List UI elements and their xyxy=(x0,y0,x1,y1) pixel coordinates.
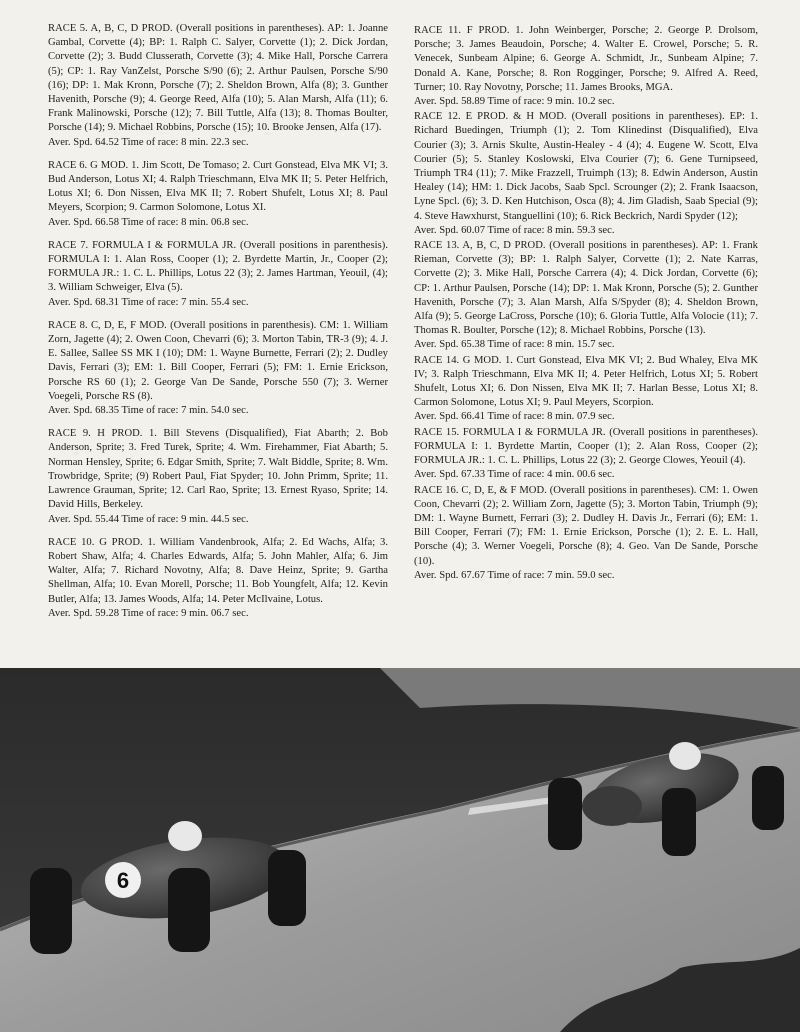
race-13 xyxy=(414,239,758,353)
race-10 xyxy=(48,536,388,621)
race-5 xyxy=(48,22,388,150)
race-average-speed: Aver. Spd. 60.07 Time of race: 8 min. 59.3 sec. xyxy=(414,224,615,236)
race-results: RACE 12. E PROD. & H MOD. (Overall positions in parentheses). EP: 1. Richard Buedingen, Triumph (1); 2. Tom Klinedinst (Disqualified), Elva Courier (3); 3. Arnis Skulte, Austin-Healey - 4 (4); 4. Eugene W. Scott, Elva Courier (5); 5. Stanley Koslowski, Elva Courier (7); 6. Gene Turnipseed, Triumph TR4 (11); 7. Mike Frazzell, Truimph (13); 8. Edwin Anderson, Austin Healey (14); HM: 1. Dick Jacobs, Saab Spcl. Scrounger (2); 2. Frank Isaacson, Lyne Spcl. (6); 3. D. Ken Hutchison, Osca (8); 4. Jim Gladish, Saab Special (9); 4. Steve Hawxhurst, Stanguellini (10); 6. Rick Beckrich, Nardi Spyder (12); xyxy=(414,111,758,222)
race-results: RACE 7. FORMULA I & FORMULA JR. (Overall positions in parenthesis). FORMULA I: 1. Alan Ross, Cooper (1); 2. Byrdette Martin, Jr., Cooper (2); FORMULA JR.: 1. C. L. Phillips, Lotus 22 (3); 2. James Hartman, Yeouil, (4); 3. William Schweiger, Elva (5). xyxy=(48,239,388,294)
race-results: RACE 14. G MOD. 1. Curt Gonstead, Elva MK VI; 2. Bud Whaley, Elva MK IV; 3. Ralph Trieschmann, Elva MK II; 4. Peter Helfrich, Lotus XI; 5. Robert Shufelt, Lotus XI; 6. Don Nissen, Elva MK II; 7. Harlan Besse, Lotus XI; 8. Carmon Solomone, Lotus XI; 9. Paul Meyers, Scorpion. xyxy=(414,354,758,409)
race-average-speed: Aver. Spd. 68.35 Time of race: 7 min. 54.0 sec. xyxy=(48,405,249,417)
race-average-speed: Aver. Spd. 65.38 Time of race: 8 min. 15.7 sec. xyxy=(414,339,615,351)
race-results: RACE 10. G PROD. 1. William Vandenbrook, Alfa; 2. Ed Wachs, Alfa; 3. Robert Shaw, Alfa; 4. Charles Edwards, Alfa; 5. John Mahler, Alfa; 6. Jim Walter, Alfa; 7. Richard Novotny, Alfa; 8. Dave Heinz, Sprite; 9. Gartha Shellman, Alfa; 10. Evan Morell, Porsche; 11. Bob Youngfelt, Alfa; 12. Kevin Butler, Alfa; 13. James Woods, Alfa; 14. Peter McIlvaine, Lotus. xyxy=(48,536,388,605)
race-results: RACE 5. A, B, C, D PROD. (Overall positions in parentheses). AP: 1. Joanne Gambal, Corvette (4); BP: 1. Ralph C. Salyer, Corvette (1); 2. Dick Jordan, Corvette (2); 3. Budd Clusserath, Corvette (3); 4. Mike Hall, Porsche Carrera (5); CP: 1. Ray VanZelst, Porsche S/90 (6); 2. Arthur Paulsen, Porsche S/90 (16); DP: 1. Mak Kronn, Porsche (7); 2. Sheldon Brown, Alfa (8); 3. Gunther Havenith, Porsche (9); 4. George Reed, Alfa (10); 5. Alan Marsh, Alfa (11); 6. Frank Malinowski, Porsche (12); 7. Bill Tuttle, Alfa (13); 8. Thomas Boulter, Porsche (14); 9. Michael Robbins, Porsche (15); 10. Brooke Jensen, Alfa (17). xyxy=(48,23,388,134)
race-9 xyxy=(48,427,388,526)
race-average-speed: Aver. Spd. 67.33 Time of race: 4 min. 00.6 sec. xyxy=(414,469,615,481)
race-photo-image xyxy=(0,668,800,1032)
race-16 xyxy=(414,484,758,583)
race-14 xyxy=(414,354,758,425)
race-results: RACE 6. G MOD. 1. Jim Scott, De Tomaso; 2. Curt Gonstead, Elva MK VI; 3. Bud Anderson, Lotus XI; 4. Ralph Trieschmann, Elva MK II; 5. Peter Helfrich, Lotus XI; 6. Don Nissen, Elva MK II; 7. Robert Shufelt, Lotus XI; 8. Paul Meyers, Scorpion; 9. Carmon Solomone, Lotus XI. xyxy=(48,159,388,214)
left-column xyxy=(48,22,388,630)
race-average-speed: Aver. Spd. 55.44 Time of race: 9 min. 44.5 sec. xyxy=(48,513,249,525)
race-7 xyxy=(48,239,388,310)
race-average-speed: Aver. Spd. 67.67 Time of race: 7 min. 59.0 sec. xyxy=(414,569,615,581)
right-column xyxy=(414,24,758,584)
race-15 xyxy=(414,426,758,483)
race-11 xyxy=(414,24,758,109)
race-results: RACE 11. F PROD. 1. John Weinberger, Porsche; 2. George P. Drolsom, Porsche; 3. James Beaudoin, Porsche; 4. Walter E. Crowel, Porsche; 5. R. Venecek, Sunbeam Alpine; 6. George A. Schmidt, Jr., Sunbeam Alpine; 7. Donald A. Kane, Porsche; 8. Ron Rogginger, Porsche; 9. Alfred A. Reed, Turner; 10. Ray Novotny, Porsche; 11. James Brooks, MGA. xyxy=(414,25,758,93)
race-results: RACE 13. A, B, C, D PROD. (Overall positions in parentheses). AP: 1. Frank Rieman, Corvette (3); BP: 1. Ralph Salyer, Corvette (1); 2. Nate Karras, Corvette (2); 3. Mike Hall, Porsche Carrera (4); 4. Dick Jordan, Corvette (6); CP: 1. Arthur Paulsen, Porsche (14); DP: 1. Mak Kronn, Porsche (5); 2. Gunther Havenith, Porsche (7); 3. Alan Marsh, Alfa S/Spyder (8); 4. Sheldon Brown, Alfa (9); 5. George LaCross, Porsche (10); 6. Gloria Tuttle, Alfa Volocie (11); 7. Thomas R. Boulter, Porsche (12); 8. Michael Robbins, Porsche (13). xyxy=(414,240,758,337)
race-results: RACE 8. C, D, E, F MOD. (Overall positions in parenthesis). CM: 1. William Zorn, Jagette (4); 2. Owen Coon, Chevarri (6); 3. Morton Tabin, TR-3 (9); 4. J. E. Sallee, Sallee SS MK I (10); DM: 1. Wayne Burnette, Ferrari (2); 2. Dudley Davis, Ferrari (3); EM: 1. Bill Cooper, Ferrari (5); FM: 1. Ernie Erickson, Porsche RS 60 (1); 2. George Van De Sande, Porsche 550 (7); 3. Werner Voegeli, Porsche RS (8). xyxy=(48,319,388,402)
race-average-speed: Aver. Spd. 64.52 Time of race: 8 min. 22.3 sec. xyxy=(48,136,249,148)
race-average-speed: Aver. Spd. 58.89 Time of race: 9 min. 10.2 sec. xyxy=(414,96,615,108)
race-6 xyxy=(48,159,388,230)
race-12 xyxy=(414,110,758,238)
race-average-speed: Aver. Spd. 66.58 Time of race: 8 min. 06.8 sec. xyxy=(48,216,249,228)
car-number: 6 xyxy=(116,868,130,893)
race-photo xyxy=(0,668,800,1032)
race-average-speed: Aver. Spd. 68.31 Time of race: 7 min. 55.4 sec. xyxy=(48,296,249,308)
race-results: RACE 16. C, D, E, & F MOD. (Overall positions in parentheses). CM: 1. Owen Coon, Chevarri (2); 2. William Zorn, Jagette (5); 3. Morton Tabin, Triumph (9); DM: 1. Wayne Burnett, Ferrari (3); 2. Dudley H. Davis Jr., Ferrari (6); EM: 1. Bill Cooper, Ferrari (7); FM: 1. Ernie Erickson, Porsche (1); 2. E. L. Hall, Porsche (4); 3. Werner Voegeli, Porsche (8); 4. Geo. Van De Sande, Porsche (10). xyxy=(414,484,758,567)
race-results: RACE 9. H PROD. 1. Bill Stevens (Disqualified), Fiat Abarth; 2. Bob Anderson, Sprite; 3. Fred Turek, Sprite; 4. Wm. Firehammer, Fiat Abarth; 5. Norman Hensley, Sprite; 6. Edgar Smith, Sprite; 7. Walt Biddle, Sprite; 8. Wm. Trowbridge, Sprite; (9) Robert Paul, Fiat Spyder; 10. John Primm, Sprite; 11. Lawrence Grauman, Sprite; 12. Carl Rao, Sprite; 13. Ernest Ryaso, Sprite; 14. David Hills, Berkeley. xyxy=(48,428,388,511)
race-8 xyxy=(48,319,388,418)
race-average-speed: Aver. Spd. 59.28 Time of race: 9 min. 06.7 sec. xyxy=(48,607,249,619)
race-results: RACE 15. FORMULA I & FORMULA JR. (Overall positions in parentheses). FORMULA I: 1. Byrdette Martin, Cooper (1); 2. Alan Ross, Cooper (2); FORMULA JR.: 1. C. L. Phillips, Lotus 22 (3); 2. George Clowes, Yeouil (4). xyxy=(414,426,758,467)
race-average-speed: Aver. Spd. 66.41 Time of race: 8 min. 07.9 sec. xyxy=(414,411,615,423)
